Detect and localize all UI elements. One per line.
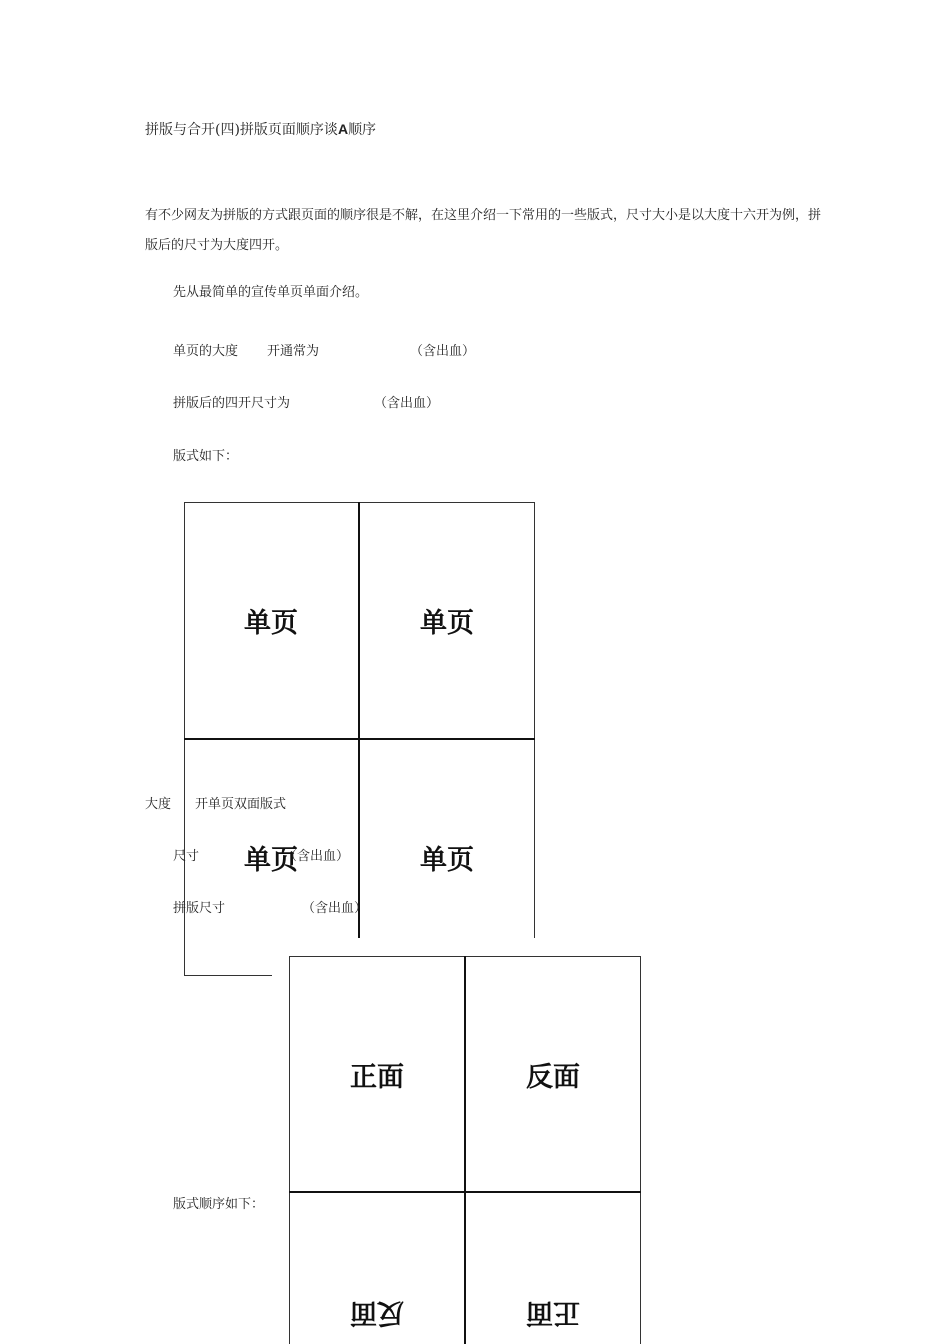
section2-size-note: （含出血）: [284, 849, 350, 864]
section2-heading-a: 大度: [145, 797, 172, 812]
imposed-size-label: 拼版后的四开尺寸为: [173, 396, 291, 411]
diagram1-cell-bottom-left: 单页: [244, 845, 298, 876]
section2-size-label: 尺寸: [173, 849, 200, 864]
single-page-size-note: （含出血）: [410, 344, 476, 359]
diagram2-cell-top-left: 正面: [350, 1061, 404, 1093]
diagram1-bottom-border: [184, 975, 272, 976]
layout-label: 版式如下：: [173, 449, 239, 464]
title-bold: A: [337, 121, 349, 137]
diagram1-cell-top-left: 单页: [244, 608, 298, 639]
diagram2-cell-bottom-left: 反面: [350, 1297, 404, 1329]
diagram1-right-border: [534, 502, 535, 938]
imposed-size-note: （含出血）: [374, 396, 440, 411]
single-page-size-a: 单页的大度: [173, 344, 239, 359]
section2-imposed-label: 拼版尺寸: [173, 901, 226, 916]
single-page-size-b: 开通常为: [267, 344, 320, 359]
diagram2-cell-bottom-right: 正面: [526, 1297, 580, 1329]
section2-heading-b: 开单页双面版式: [195, 797, 287, 812]
page-title: [145, 121, 376, 138]
intro-paragraph: 有不少网友为拼版的方式跟页面的顺序很是不解，在这里介绍一下常用的一些版式，尺寸大小是以大度十六开为例，拼版后的尺寸为大度四开。: [145, 208, 822, 253]
title-prefix: 拼版与合开(四)拼版页面顺序谈: [145, 122, 338, 138]
section2-order-label: 版式顺序如下：: [173, 1197, 265, 1212]
diagram2-right-border: [640, 956, 641, 1344]
section2-imposed-note: （含出血）: [302, 901, 368, 916]
title-suffix: 顺序: [348, 122, 377, 138]
section1-lead: 先从最简单的宣传单页单面介绍。: [173, 285, 369, 300]
diagram2-cell-top-right: 反面: [526, 1061, 580, 1093]
diagram1-cell-top-right: 单页: [420, 608, 474, 639]
diagram1-cell-bottom-right: 单页: [420, 845, 474, 876]
diagram2-horizontal-divider: [289, 1191, 641, 1193]
